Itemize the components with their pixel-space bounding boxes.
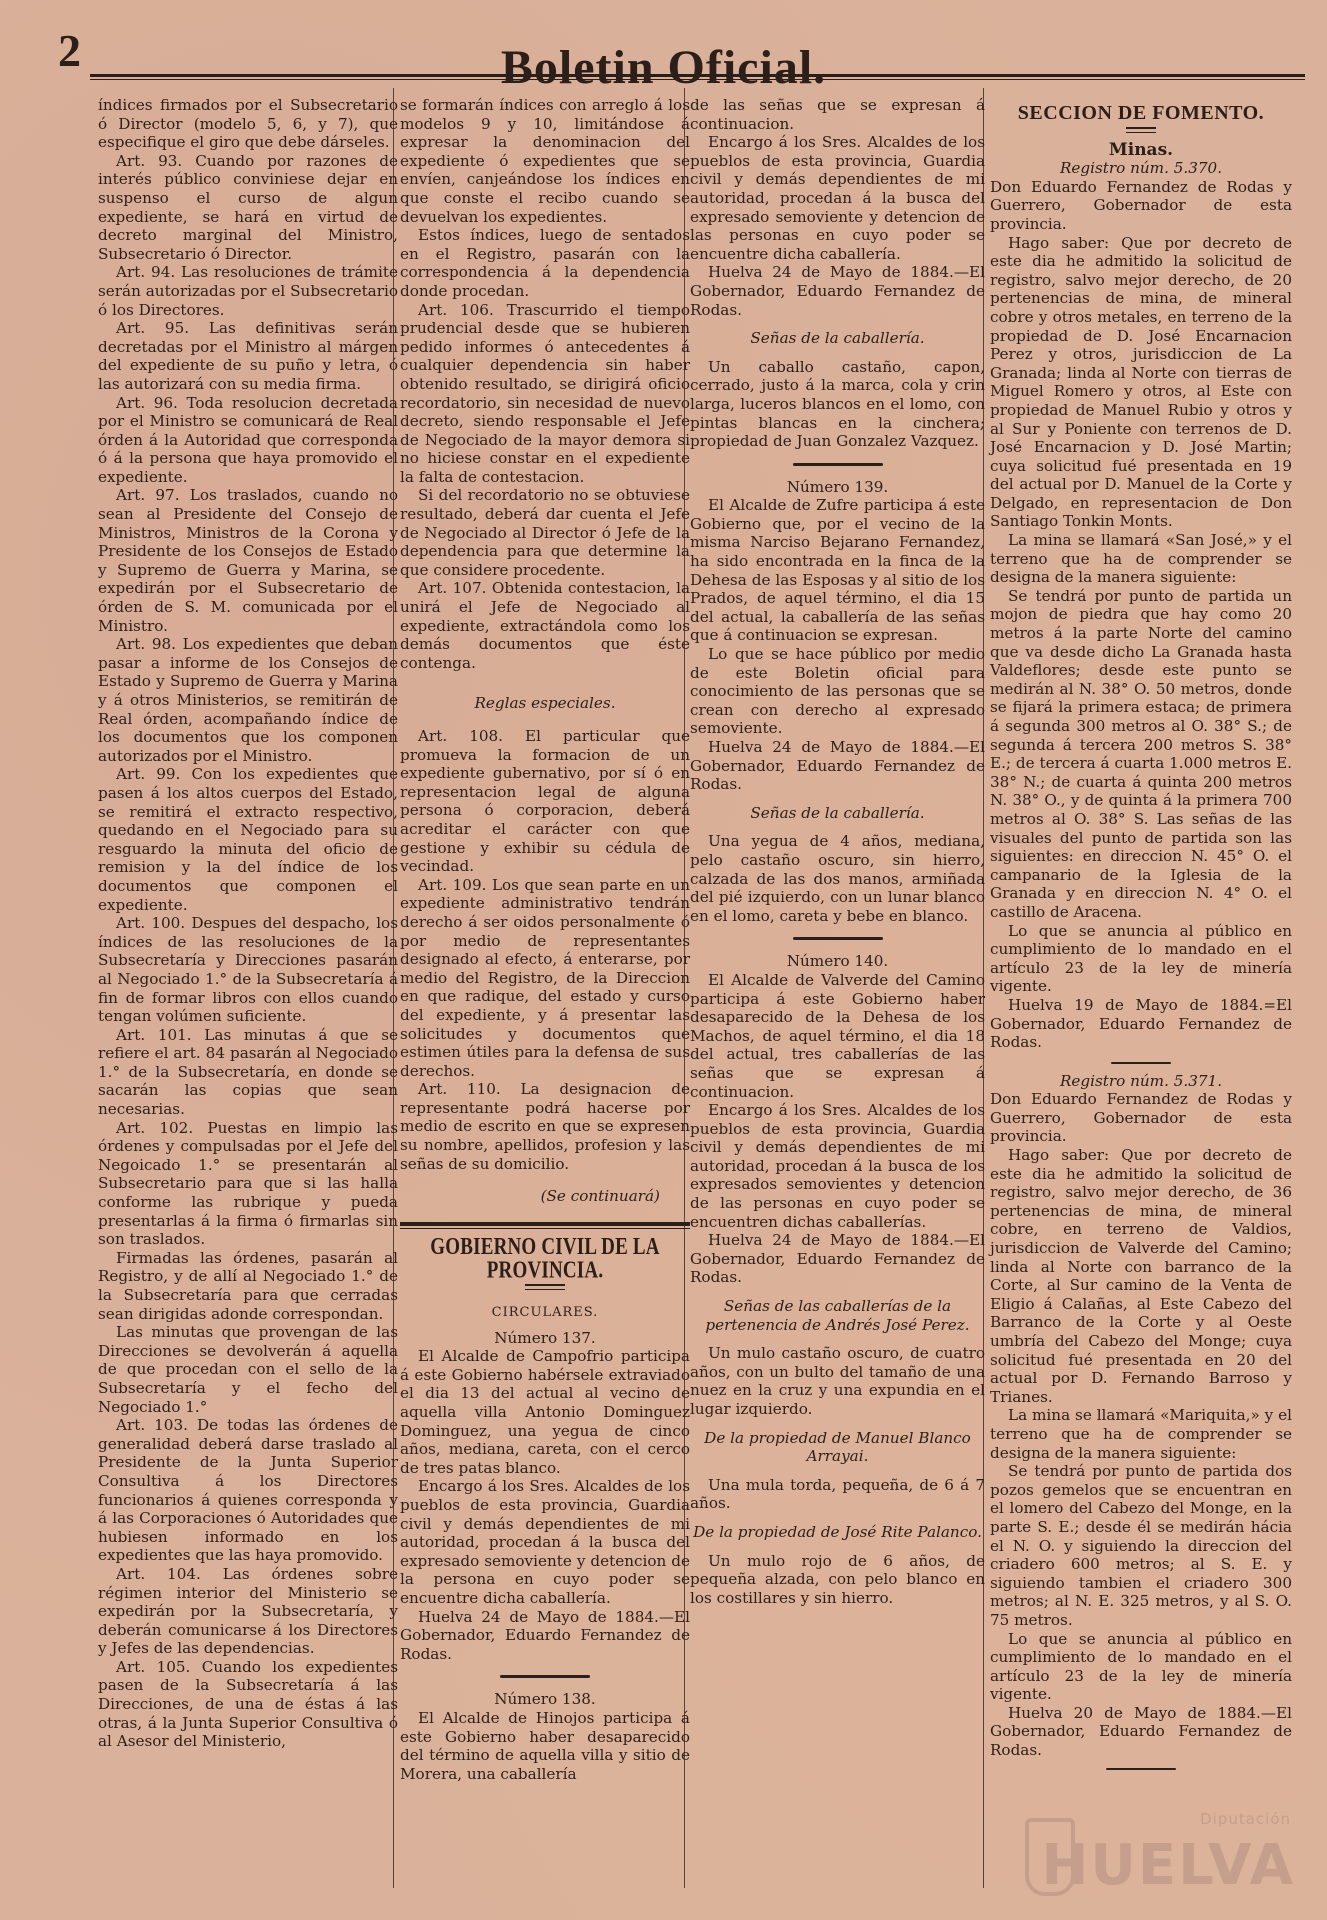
paragraph: Si del recordatorio no se obtuviese resultado, deberá dar cuenta el Jefe de Negociado al Director ó Jefe de la dependencia para que determine la que considere procedente. <box>400 486 690 579</box>
paragraph: índices firmados por el Subsecretario ó Director (modelo 5, 6, y 7), que especifique el giro que debe dárseles. <box>98 96 398 152</box>
section-rule <box>400 1222 690 1226</box>
header-rule <box>90 74 1305 77</box>
paragraph: Se tendrá por punto de partida un mojon de piedra que hay como 20 metros á la parte Norte del camino que va desde dicho La Granada hasta Valdeflores; desde este punto se medirán al N. 38° O. 50 metros, donde se fijará la primera estaca; de primera á segunda 300 metros al O. 38° S.; de segunda á tercera 200 metros S. 38° E.; de tercera á cuarta 1.000 metros E. 38° N.; de cuarta á quinta 200 metros N. 38° O., y de quinta á la primera 700 metros al O. 38° S. Las señas de las visuales del punto de partida son las siguientes: en direccion N. 45° O. el campanario de la Iglesia de la Granada y en direccion N. 4° O. el castillo de Aracena. <box>990 586 1292 921</box>
paragraph: Art. 99. Con los expedientes que pasen á los altos cuerpos del Estado, se remitirá el extracto respectivo, quedando en el Negociado para su resguardo la minuta del oficio de remision y la del índice de los documentos que componen el expediente. <box>98 765 398 914</box>
watermark-small-text: Diputación <box>1200 1810 1291 1828</box>
circulares-heading: CIRCULARES. <box>491 1305 599 1321</box>
paragraph: Art. 104. Las órdenes sobre régimen interior del Ministerio se expedirán por la Subsecretaría, y deberán comunicarse á los Directores y Jefes de las dependencias. <box>98 1564 398 1658</box>
senas-heading: Señas de la caballería. <box>750 329 925 348</box>
section-title: SECCION DE FOMENTO. <box>1017 102 1265 124</box>
paragraph: Art. 110. La designacion de representante podrá hacerse por medio de escrito en que se expresen su nombre, apellidos, profesion y las señas de su domicilio. <box>400 1080 690 1173</box>
paragraph: Un mulo castaño oscuro, de cuatro años, con un bulto del tamaño de una nuez en la cruz y una expundia en el lugar izquierdo. <box>690 1344 985 1418</box>
registro-number: Registro núm. 5.370. <box>1059 159 1223 178</box>
paragraph: El Alcalde de Zufre participa á este Gobierno que, por el vecino de la misma Narciso Bejarano Fernandez, ha sido encontrada en la finca de la Dehesa de las Esposas y al sitio de los Prados, de aquel término, el dia 15 del actual, la caballería de las señas que á continuacion se expresan. <box>690 496 985 645</box>
paragraph: Lo que se anuncia al público en cumplimiento de lo mandado en el artículo 23 de la ley de minería vigente. <box>990 921 1292 996</box>
paragraph: Huelva 24 de Mayo de 1884.—El Gobernador, Eduardo Fernandez de Rodas. <box>690 1231 985 1287</box>
paragraph: Art. 108. El particular que promueva la formacion de un expediente gubernativo, por sí ó en representacion legal de alguna persona ó corporacion, deberá acreditar el carácter con que gestione y exhibir su cédula de vecindad. <box>400 727 690 876</box>
paragraph: Las minutas que provengan de las Direcciones se devolverán á aquella de que procedan con el sello de la Subsecretaría y el fecho del Negociado 1.° <box>98 1323 398 1416</box>
separator <box>793 463 883 466</box>
paragraph: Huelva 24 de Mayo de 1884.—El Gobernador, Eduardo Fernandez de Rodas. <box>690 263 985 319</box>
paragraph: Encargo á los Sres. Alcaldes de los pueblos de esta provincia, Guardia civil y demás dependientes de mi autoridad, procedan á la busca del expresado semoviente y detencion de las personas en cuyo poder se encuentre dicha caballería. <box>690 133 985 263</box>
numero-heading: Número 139. <box>786 477 889 496</box>
paragraph: se formarán índices con arreglo á los modelos 9 y 10, limitándose á expresar la denominacion del expediente ó expedientes que se envíen, canjeándose los índices en que conste el recibo cuando se devuelvan los expedientes. <box>400 96 690 226</box>
paragraph: Estos índices, luego de sentados en el Registro, pasarán con la correspondencia á la dependencia donde procedan. <box>400 226 690 300</box>
paragraph: Hago saber: Que por decreto de este dia he admitido la solicitud de registro, salvo mejor derecho, de 36 pertenencias de mina, de mineral cobre, en terreno de Valdios, jurisdiccion de Valverde del Camino; linda al Norte con barranco de la Corte, al Sur camino de la Venta de Eligio á Calañas, al Este Cabezo del Barranco de la Corte y al Oeste umbría del Cabezo del Monge; cuya solicitud fué presentada en 20 del actual por D. Fernando Barroso y Trianes. <box>990 1146 1292 1406</box>
paragraph: Una mula torda, pequeña, de 6 á 7 años. <box>690 1475 985 1513</box>
paragraph: Art. 107. Obtenida contestacion, la unirá el Jefe de Negociado al expediente, extractándola como los demás documentos que éste contenga. <box>400 579 690 672</box>
paragraph: Lo que se hace público por medio de este Boletin oficial para conocimiento de las personas que se crean con derecho al expresado semoviente. <box>690 645 985 738</box>
paragraph: Huelva 24 de Mayo de 1884.—El Gobernador, Eduardo Fernandez de Rodas. <box>690 738 985 794</box>
paragraph: Art. 95. Las definitivas serán decretadas por el Ministro al márgen del expediente de su puño y letra, ó las autorizará con su media firma. <box>98 319 398 393</box>
masthead-title: Boletin Oficial. <box>500 41 827 94</box>
paragraph: Lo que se anuncia al público en cumplimiento de lo mandado en el artículo 23 de la ley de minería vigente. <box>990 1629 1292 1704</box>
registro-number: Registro núm. 5.371. <box>1059 1071 1223 1090</box>
paragraph: La mina se llamará «San José,» y el terreno que ha de comprender se designa de la manera siguiente: <box>990 531 1292 587</box>
minas-heading: Minas. <box>1108 139 1174 160</box>
title-ornament <box>1126 127 1156 133</box>
paragraph: Art. 102. Puestas en limpio las órdenes y compulsadas por el Jefe del Negoicado 1.° se presentarán al Subsecretario para que si las halla conforme las rubrique y pueda presentarlas á la firma ó firmarlas sin son traslados. <box>98 1118 398 1249</box>
separator <box>1106 1768 1176 1770</box>
paragraph: Huelva 19 de Mayo de 1884.=El Gobernador, Eduardo Fernandez de Rodas. <box>990 995 1292 1052</box>
separator <box>500 1675 590 1678</box>
numero-heading: Número 138. <box>494 1690 596 1709</box>
column-4 <box>990 96 1292 1778</box>
paragraph: Art. 94. Las resoluciones de trámite serán autorizadas por el Subsecretario ó los Directores. <box>98 263 398 319</box>
paragraph: Art. 93. Cuando por razones de interés público conviniese dejar en suspenso el curso de algun expediente, se hará en virtud de decreto marginal del Ministro, Subsecretario ó Director. <box>98 151 398 263</box>
separator <box>793 937 883 940</box>
reglas-heading: Reglas especiales. <box>474 694 616 713</box>
watermark-logo <box>1041 1808 1295 1898</box>
paragraph: de las señas que se expresan á continuacion. <box>690 96 985 133</box>
paragraph: Art. 101. Las minutas á que se refiere el art. 84 pasarán al Negociado 1.° de la Subsecretaría, en donde se sacarán las copias que sean necesarias. <box>98 1025 398 1119</box>
paragraph: Encargo á los Sres. Alcaldes de los pueblos de esta provincia, Guardia civil y demás dependientes de mi autoridad, procedan á la busca del expresado semoviente y detencion de la persona en cuyo poder se encuentre dicha caballería. <box>400 1477 690 1607</box>
paragraph: Art. 97. Los traslados, cuando no sean al Presidente del Consejo de Ministros, Ministros de la Corona y Presidente de los Consejos de Estado y Supremo de Guerra y Marina, se expedirán por el Subsecretario de órden de S. M. comunicada por el Ministro. <box>98 486 398 635</box>
paragraph: Hago saber: Que por decreto de este dia he admitido la solicitud de registro, salvo mejor derecho, de 20 pertenencias de mina, de mineral cobre y otros metales, en terreno de la propiedad de D. José Encarnacion Perez y otros, jurisdiccion de La Granada; linda al Norte con tierras de Miguel Romero y otros, al Este con propiedad de Manuel Rubio y otros y al Sur y Poniente con terrenos de D. José Encarnacion y D. José Martin; cuya solicitud fué presentada en 19 del actual por D. Manuel de la Corte y Delgado, en representacion de Don Santiago Tonkin Monts. <box>990 233 1292 531</box>
paragraph: El Alcalde de Campofrio participa á este Gobierno habérsele extraviado el dia 13 del actual al vecino de aquella villa Antonio Dominguez Dominguez, una yegua de cinco años, mediana, careta, con el cerco de tres patas blanco. <box>400 1347 690 1477</box>
senas-heading: Señas de las caballerías de la pertenencia de Andrés José Perez. <box>705 1297 970 1334</box>
title-ornament <box>525 1284 565 1290</box>
paragraph: Huelva 20 de Mayo de 1884.—El Gobernador, Eduardo Fernandez de Rodas. <box>990 1703 1292 1760</box>
paragraph: Huelva 24 de Mayo de 1884.—El Gobernador, Eduardo Fernandez de Rodas. <box>400 1607 690 1663</box>
senas-heading: Señas de la caballería. <box>750 803 925 822</box>
paragraph: Una yegua de 4 años, mediana, pelo castaño oscuro, sin hierro, calzada de las dos manos, armiñada del pié izquierdo, con un lunar blanco en el lomo, careta y bebe en blanco. <box>690 832 985 925</box>
separator <box>1111 1062 1171 1064</box>
paragraph: El Alcalde de Valverde del Camino participa á este Gobierno haber desaparecido de la Dehesa de los Machos, de aquel término, el dia 18 del actual, tres caballerías de las señas que se expresan á continuacion. <box>690 970 985 1101</box>
paragraph: Un caballo castaño, capon, cerrado, justo á la marca, cola y crin larga, luceros blancos en el lomo, con pintas blancas en la cinchera; propiedad de Juan Gonzalez Vazquez. <box>690 357 985 451</box>
paragraph: El Alcalde de Hinojos participa á este Gobierno haber desaparecido del término de aquella villa y sitio de Morera, una caballería <box>400 1708 690 1783</box>
gobierno-title: GOBIERNO CIVIL DE LA PROVINCIA. <box>430 1233 660 1284</box>
paragraph: Un mulo rojo de 6 años, de pequeña alzada, con pelo blanco en los costillares y sin hierro. <box>690 1551 985 1607</box>
numero-heading: Número 137. <box>494 1328 596 1347</box>
numero-heading: Número 140. <box>786 952 889 971</box>
header <box>60 18 1267 94</box>
header-rule-thin <box>90 79 1305 80</box>
paragraph: Art. 100. Despues del despacho, los índices de las resoluciones de la Subsecretaría y Direcciones pasarán al Negociado 1.° de la Subsecretaría á fin de formar libros con ellos cuando tengan volúmen suficiente. <box>98 914 398 1026</box>
paragraph: Se tendrá por punto de partida dos pozos gemelos que se encuentran en el lomero del Cabezo del Monge, en la parte S. E.; desde él se medirán hácia el N. O. y siguiendo la direccion del criadero 600 metros; al S. E. y siguiendo tambien el criadero 300 metros; al N. E. 325 metros, y al S. O. 75 metros. <box>990 1462 1292 1629</box>
section-rule-thin <box>400 1228 690 1229</box>
column-1 <box>98 96 398 1751</box>
paragraph: Encargo á los Sres. Alcaldes de los pueblos de esta provincia, Guardia civil y demás dependientes de mi autoridad, procedan á la busca de los expresados semovientes y detencion de las personas en cuyo poder se encuentren dichas caballerías. <box>690 1101 985 1231</box>
paragraph: Art. 96. Toda resolucion decretada por el Ministro se comunicará de Real órden á la Autoridad que corresponda ó á la persona que haya promovido el expediente. <box>98 393 398 486</box>
paragraph: Don Eduardo Fernandez de Rodas y Guerrero, Gobernador de esta provincia. <box>990 177 1292 233</box>
paragraph: Art. 106. Trascurrido el tiempo prudencial desde que se hubieren pedido informes ó antecedentes á cualquier dependencia sin haber obtenido resultado, se dirigirá oficio recordatorio, sin necesidad de nuevo decreto, siendo responsable el Jefe de Negociado de la mayor demora si no hiciese constar en el expediente la falta de contestacion. <box>400 300 690 486</box>
paragraph: Art. 109. Los que sean parte en un expediente administrativo tendrán derecho á ser oidos personalmente ó por medio de representantes designado al efecto, á enterarse, por medio del Registro, de la Direccion en que radique, del estado y curso del expediente, y á presentar las solicitudes y documentos que estimen útiles para la defensa de sus derechos. <box>400 875 690 1080</box>
continuara-note: (Se continuará) <box>540 1187 660 1206</box>
column-3 <box>690 96 985 1607</box>
propiedad-heading: De la propiedad de Manuel Blanco Arrayai. <box>704 1428 971 1466</box>
paragraph: Don Eduardo Fernandez de Rodas y Guerrero, Gobernador de esta provincia. <box>990 1090 1292 1146</box>
propiedad-heading: De la propiedad de José Rite Palanco. <box>693 1522 982 1541</box>
paragraph: Art. 103. De todas las órdenes de generalidad deberá darse traslado al Presidente de la Junta Superior Consultiva á los Directores funcionarios á quienes corresponda y á las Corporaciones ó Autoridades que hubiesen informado en los expedientes que las haya promovido. <box>98 1416 398 1565</box>
paragraph: Art. 98. Los expedientes que deban pasar a informe de los Consejos de Estado y Supremo de Guerra y Marina y á otros Ministerios, se remitirán de Real órden, acompañando índice de los documentos que los componen autorizados por el Ministro. <box>98 635 398 765</box>
paragraph: La mina se llamará «Mariquita,» y el terreno que ha de comprender se designa de la manera siguiente: <box>990 1406 1292 1462</box>
watermark-text: HUELVA <box>1041 1833 1295 1898</box>
paragraph: Art. 105. Cuando los expedientes pasen de la Subsecretaría á las Direcciones, de una de éstas á las otras, á la Junta Superior Consultiva ó al Asesor del Ministerio, <box>98 1657 398 1751</box>
paragraph: Firmadas las órdenes, pasarán al Registro, y de allí al Negociado 1.° de la Subsecretaría para que cerradas sean dirigidas adonde correspondan. <box>98 1248 398 1323</box>
column-2 <box>400 96 690 1783</box>
page-number: 2 <box>58 25 82 76</box>
